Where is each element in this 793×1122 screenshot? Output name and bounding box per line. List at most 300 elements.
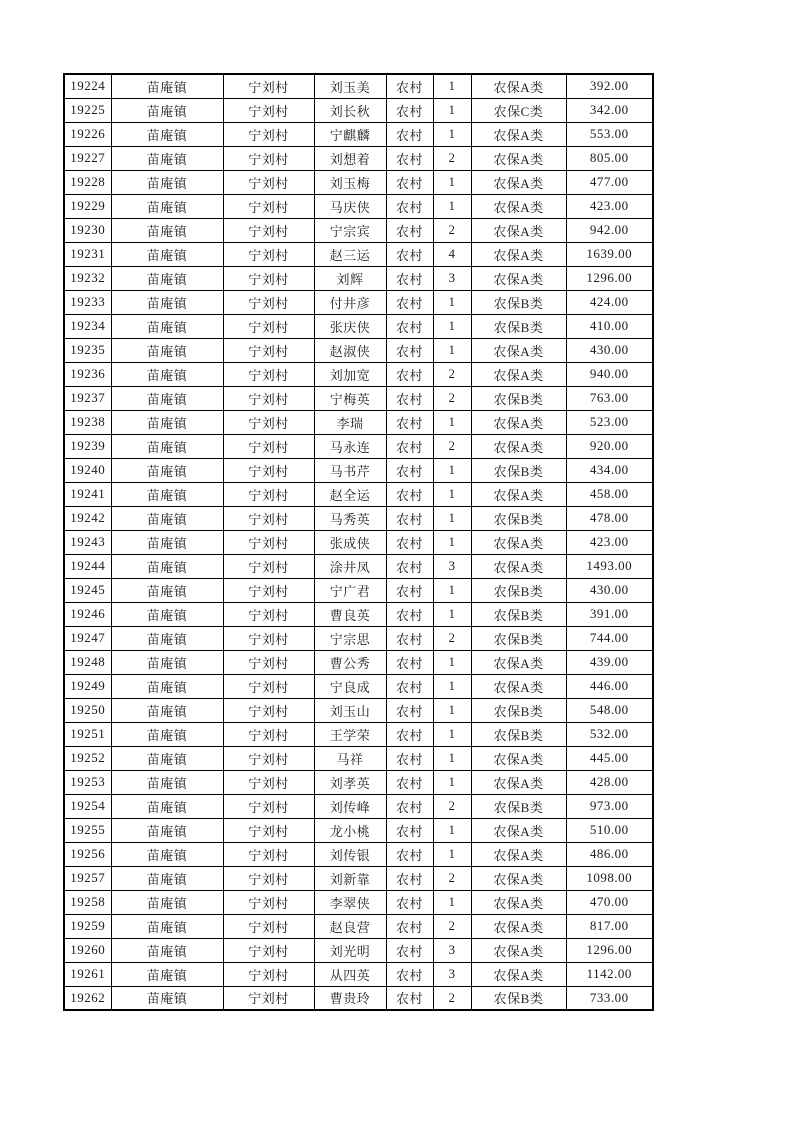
- cell-name: 刘新靠: [314, 866, 386, 890]
- cell-village: 宁刘村: [223, 242, 314, 266]
- cell-id: 19257: [64, 866, 111, 890]
- cell-amount: 553.00: [566, 122, 653, 146]
- cell-amount: 763.00: [566, 386, 653, 410]
- cell-name: 刘玉山: [314, 698, 386, 722]
- cell-village: 宁刘村: [223, 146, 314, 170]
- cell-name: 张成侠: [314, 530, 386, 554]
- cell-name: 李瑞: [314, 410, 386, 434]
- cell-amount: 1296.00: [566, 938, 653, 962]
- cell-village: 宁刘村: [223, 794, 314, 818]
- cell-village: 宁刘村: [223, 866, 314, 890]
- cell-town: 苗庵镇: [111, 170, 223, 194]
- cell-id: 19239: [64, 434, 111, 458]
- cell-count: 2: [433, 362, 471, 386]
- cell-type: 农村: [386, 170, 433, 194]
- cell-amount: 1098.00: [566, 866, 653, 890]
- cell-count: 1: [433, 122, 471, 146]
- table-row: [64, 650, 653, 674]
- cell-town: 苗庵镇: [111, 698, 223, 722]
- cell-name: 马祥: [314, 746, 386, 770]
- cell-type: 农村: [386, 986, 433, 1010]
- cell-amount: 430.00: [566, 578, 653, 602]
- cell-count: 1: [433, 746, 471, 770]
- cell-category: 农保B类: [471, 290, 566, 314]
- cell-town: 苗庵镇: [111, 338, 223, 362]
- cell-village: 宁刘村: [223, 314, 314, 338]
- cell-name: 付井彦: [314, 290, 386, 314]
- cell-type: 农村: [386, 890, 433, 914]
- cell-village: 宁刘村: [223, 530, 314, 554]
- cell-category: 农保A类: [471, 914, 566, 938]
- cell-type: 农村: [386, 194, 433, 218]
- cell-type: 农村: [386, 482, 433, 506]
- cell-town: 苗庵镇: [111, 842, 223, 866]
- cell-name: 曹良英: [314, 602, 386, 626]
- cell-count: 1: [433, 314, 471, 338]
- cell-village: 宁刘村: [223, 362, 314, 386]
- cell-type: 农村: [386, 458, 433, 482]
- cell-village: 宁刘村: [223, 890, 314, 914]
- cell-id: 19236: [64, 362, 111, 386]
- cell-category: 农保A类: [471, 122, 566, 146]
- cell-amount: 1142.00: [566, 962, 653, 986]
- cell-town: 苗庵镇: [111, 194, 223, 218]
- cell-village: 宁刘村: [223, 170, 314, 194]
- table-row: [64, 578, 653, 602]
- cell-count: 1: [433, 482, 471, 506]
- cell-id: 19228: [64, 170, 111, 194]
- cell-name: 宁良成: [314, 674, 386, 698]
- cell-type: 农村: [386, 626, 433, 650]
- cell-type: 农村: [386, 506, 433, 530]
- cell-id: 19237: [64, 386, 111, 410]
- table-row: [64, 722, 653, 746]
- cell-category: 农保B类: [471, 602, 566, 626]
- cell-id: 19253: [64, 770, 111, 794]
- cell-name: 宁宗宾: [314, 218, 386, 242]
- cell-town: 苗庵镇: [111, 674, 223, 698]
- cell-town: 苗庵镇: [111, 890, 223, 914]
- cell-town: 苗庵镇: [111, 146, 223, 170]
- cell-amount: 733.00: [566, 986, 653, 1010]
- cell-id: 19258: [64, 890, 111, 914]
- cell-id: 19227: [64, 146, 111, 170]
- cell-category: 农保B类: [471, 794, 566, 818]
- cell-amount: 523.00: [566, 410, 653, 434]
- cell-type: 农村: [386, 74, 433, 98]
- table-row: [64, 290, 653, 314]
- cell-town: 苗庵镇: [111, 626, 223, 650]
- cell-count: 3: [433, 962, 471, 986]
- table-row: [64, 842, 653, 866]
- table-row: [64, 74, 653, 98]
- cell-amount: 486.00: [566, 842, 653, 866]
- table-row: [64, 146, 653, 170]
- cell-name: 王学荣: [314, 722, 386, 746]
- cell-amount: 942.00: [566, 218, 653, 242]
- cell-name: 刘传峰: [314, 794, 386, 818]
- cell-category: 农保A类: [471, 554, 566, 578]
- cell-amount: 744.00: [566, 626, 653, 650]
- cell-category: 农保A类: [471, 842, 566, 866]
- cell-amount: 532.00: [566, 722, 653, 746]
- cell-town: 苗庵镇: [111, 650, 223, 674]
- cell-id: 19229: [64, 194, 111, 218]
- cell-amount: 445.00: [566, 746, 653, 770]
- cell-name: 刘加宽: [314, 362, 386, 386]
- cell-town: 苗庵镇: [111, 242, 223, 266]
- cell-name: 宁广君: [314, 578, 386, 602]
- cell-village: 宁刘村: [223, 554, 314, 578]
- cell-town: 苗庵镇: [111, 962, 223, 986]
- cell-type: 农村: [386, 266, 433, 290]
- cell-name: 马秀英: [314, 506, 386, 530]
- cell-town: 苗庵镇: [111, 362, 223, 386]
- cell-village: 宁刘村: [223, 434, 314, 458]
- cell-amount: 423.00: [566, 194, 653, 218]
- cell-type: 农村: [386, 674, 433, 698]
- cell-amount: 410.00: [566, 314, 653, 338]
- cell-count: 2: [433, 626, 471, 650]
- cell-amount: 458.00: [566, 482, 653, 506]
- cell-village: 宁刘村: [223, 986, 314, 1010]
- cell-town: 苗庵镇: [111, 314, 223, 338]
- cell-count: 1: [433, 722, 471, 746]
- table-row: [64, 530, 653, 554]
- cell-town: 苗庵镇: [111, 122, 223, 146]
- cell-count: 1: [433, 530, 471, 554]
- cell-count: 1: [433, 842, 471, 866]
- cell-type: 农村: [386, 98, 433, 122]
- cell-count: 1: [433, 74, 471, 98]
- cell-town: 苗庵镇: [111, 482, 223, 506]
- cell-amount: 446.00: [566, 674, 653, 698]
- cell-count: 4: [433, 242, 471, 266]
- table-body: [64, 74, 653, 1010]
- cell-town: 苗庵镇: [111, 74, 223, 98]
- cell-town: 苗庵镇: [111, 578, 223, 602]
- cell-amount: 391.00: [566, 602, 653, 626]
- cell-id: 19242: [64, 506, 111, 530]
- cell-town: 苗庵镇: [111, 386, 223, 410]
- cell-amount: 940.00: [566, 362, 653, 386]
- cell-name: 马书芹: [314, 458, 386, 482]
- cell-id: 19226: [64, 122, 111, 146]
- cell-category: 农保A类: [471, 74, 566, 98]
- table-row: [64, 746, 653, 770]
- table-row: [64, 218, 653, 242]
- cell-category: 农保B类: [471, 986, 566, 1010]
- cell-town: 苗庵镇: [111, 530, 223, 554]
- cell-amount: 548.00: [566, 698, 653, 722]
- table-row: [64, 866, 653, 890]
- cell-type: 农村: [386, 242, 433, 266]
- cell-id: 19251: [64, 722, 111, 746]
- cell-name: 刘辉: [314, 266, 386, 290]
- cell-id: 19231: [64, 242, 111, 266]
- cell-category: 农保C类: [471, 98, 566, 122]
- cell-count: 1: [433, 650, 471, 674]
- cell-name: 刘玉梅: [314, 170, 386, 194]
- cell-name: 刘长秋: [314, 98, 386, 122]
- cell-category: 农保B类: [471, 698, 566, 722]
- cell-category: 农保A类: [471, 818, 566, 842]
- cell-count: 3: [433, 266, 471, 290]
- cell-count: 1: [433, 98, 471, 122]
- cell-type: 农村: [386, 434, 433, 458]
- cell-village: 宁刘村: [223, 698, 314, 722]
- cell-count: 3: [433, 938, 471, 962]
- cell-count: 1: [433, 602, 471, 626]
- table-row: [64, 602, 653, 626]
- cell-town: 苗庵镇: [111, 554, 223, 578]
- cell-village: 宁刘村: [223, 410, 314, 434]
- cell-type: 农村: [386, 842, 433, 866]
- cell-count: 2: [433, 866, 471, 890]
- cell-name: 龙小桃: [314, 818, 386, 842]
- cell-category: 农保B类: [471, 458, 566, 482]
- cell-count: 1: [433, 290, 471, 314]
- cell-type: 农村: [386, 218, 433, 242]
- table-row: [64, 482, 653, 506]
- cell-category: 农保A类: [471, 194, 566, 218]
- cell-town: 苗庵镇: [111, 794, 223, 818]
- table-row: [64, 386, 653, 410]
- cell-town: 苗庵镇: [111, 746, 223, 770]
- cell-name: 宁麒麟: [314, 122, 386, 146]
- table-row: [64, 794, 653, 818]
- table-row: [64, 986, 653, 1010]
- cell-type: 农村: [386, 722, 433, 746]
- table-row: [64, 338, 653, 362]
- cell-name: 马永连: [314, 434, 386, 458]
- table-row: [64, 698, 653, 722]
- cell-town: 苗庵镇: [111, 266, 223, 290]
- cell-village: 宁刘村: [223, 962, 314, 986]
- table-row: [64, 242, 653, 266]
- cell-name: 曹公秀: [314, 650, 386, 674]
- table-row: [64, 122, 653, 146]
- cell-village: 宁刘村: [223, 386, 314, 410]
- cell-category: 农保A类: [471, 770, 566, 794]
- cell-id: 19261: [64, 962, 111, 986]
- cell-id: 19240: [64, 458, 111, 482]
- cell-count: 1: [433, 458, 471, 482]
- cell-category: 农保A类: [471, 170, 566, 194]
- cell-town: 苗庵镇: [111, 770, 223, 794]
- table-row: [64, 770, 653, 794]
- cell-id: 19243: [64, 530, 111, 554]
- cell-village: 宁刘村: [223, 98, 314, 122]
- cell-id: 19224: [64, 74, 111, 98]
- cell-name: 张庆侠: [314, 314, 386, 338]
- cell-village: 宁刘村: [223, 914, 314, 938]
- cell-count: 1: [433, 506, 471, 530]
- cell-count: 1: [433, 338, 471, 362]
- cell-village: 宁刘村: [223, 290, 314, 314]
- cell-town: 苗庵镇: [111, 914, 223, 938]
- cell-category: 农保A类: [471, 650, 566, 674]
- cell-amount: 478.00: [566, 506, 653, 530]
- cell-type: 农村: [386, 698, 433, 722]
- cell-category: 农保A类: [471, 866, 566, 890]
- records-table: [63, 73, 654, 1011]
- cell-type: 农村: [386, 578, 433, 602]
- cell-village: 宁刘村: [223, 602, 314, 626]
- cell-type: 农村: [386, 602, 433, 626]
- cell-type: 农村: [386, 962, 433, 986]
- cell-village: 宁刘村: [223, 674, 314, 698]
- cell-count: 2: [433, 986, 471, 1010]
- table-row: [64, 314, 653, 338]
- cell-name: 刘传银: [314, 842, 386, 866]
- cell-amount: 424.00: [566, 290, 653, 314]
- cell-town: 苗庵镇: [111, 602, 223, 626]
- cell-village: 宁刘村: [223, 194, 314, 218]
- cell-type: 农村: [386, 386, 433, 410]
- cell-type: 农村: [386, 650, 433, 674]
- cell-id: 19255: [64, 818, 111, 842]
- cell-village: 宁刘村: [223, 818, 314, 842]
- cell-town: 苗庵镇: [111, 986, 223, 1010]
- cell-id: 19232: [64, 266, 111, 290]
- cell-village: 宁刘村: [223, 218, 314, 242]
- cell-count: 2: [433, 434, 471, 458]
- cell-name: 刘玉美: [314, 74, 386, 98]
- cell-id: 19250: [64, 698, 111, 722]
- cell-amount: 1493.00: [566, 554, 653, 578]
- cell-type: 农村: [386, 362, 433, 386]
- cell-count: 3: [433, 554, 471, 578]
- cell-category: 农保A类: [471, 338, 566, 362]
- cell-id: 19247: [64, 626, 111, 650]
- cell-town: 苗庵镇: [111, 938, 223, 962]
- cell-count: 1: [433, 890, 471, 914]
- cell-count: 2: [433, 146, 471, 170]
- cell-name: 马庆侠: [314, 194, 386, 218]
- cell-amount: 1296.00: [566, 266, 653, 290]
- cell-count: 1: [433, 410, 471, 434]
- cell-id: 19256: [64, 842, 111, 866]
- cell-category: 农保A类: [471, 746, 566, 770]
- cell-town: 苗庵镇: [111, 410, 223, 434]
- cell-id: 19260: [64, 938, 111, 962]
- cell-count: 1: [433, 818, 471, 842]
- cell-name: 赵全运: [314, 482, 386, 506]
- cell-id: 19233: [64, 290, 111, 314]
- cell-village: 宁刘村: [223, 626, 314, 650]
- cell-village: 宁刘村: [223, 74, 314, 98]
- cell-type: 农村: [386, 914, 433, 938]
- cell-name: 宁宗思: [314, 626, 386, 650]
- cell-category: 农保A类: [471, 530, 566, 554]
- cell-town: 苗庵镇: [111, 866, 223, 890]
- cell-type: 农村: [386, 770, 433, 794]
- cell-id: 19235: [64, 338, 111, 362]
- table-row: [64, 410, 653, 434]
- table-row: [64, 458, 653, 482]
- cell-category: 农保B类: [471, 578, 566, 602]
- cell-amount: 510.00: [566, 818, 653, 842]
- cell-category: 农保B类: [471, 722, 566, 746]
- cell-category: 农保A类: [471, 146, 566, 170]
- cell-town: 苗庵镇: [111, 722, 223, 746]
- cell-amount: 1639.00: [566, 242, 653, 266]
- cell-amount: 342.00: [566, 98, 653, 122]
- cell-count: 1: [433, 578, 471, 602]
- cell-amount: 423.00: [566, 530, 653, 554]
- table-row: [64, 98, 653, 122]
- cell-name: 赵三运: [314, 242, 386, 266]
- cell-count: 2: [433, 218, 471, 242]
- cell-town: 苗庵镇: [111, 458, 223, 482]
- cell-count: 2: [433, 794, 471, 818]
- cell-id: 19245: [64, 578, 111, 602]
- cell-name: 刘孝英: [314, 770, 386, 794]
- cell-name: 涂井凤: [314, 554, 386, 578]
- cell-category: 农保B类: [471, 386, 566, 410]
- cell-village: 宁刘村: [223, 266, 314, 290]
- table-row: [64, 890, 653, 914]
- table-row: [64, 938, 653, 962]
- cell-category: 农保A类: [471, 410, 566, 434]
- table-row: [64, 362, 653, 386]
- cell-village: 宁刘村: [223, 506, 314, 530]
- cell-village: 宁刘村: [223, 338, 314, 362]
- cell-amount: 470.00: [566, 890, 653, 914]
- cell-amount: 973.00: [566, 794, 653, 818]
- cell-amount: 805.00: [566, 146, 653, 170]
- cell-amount: 920.00: [566, 434, 653, 458]
- cell-category: 农保B类: [471, 626, 566, 650]
- cell-village: 宁刘村: [223, 482, 314, 506]
- table-row: [64, 914, 653, 938]
- cell-count: 1: [433, 698, 471, 722]
- cell-name: 刘想着: [314, 146, 386, 170]
- cell-town: 苗庵镇: [111, 818, 223, 842]
- cell-category: 农保B类: [471, 314, 566, 338]
- cell-id: 19241: [64, 482, 111, 506]
- cell-id: 19249: [64, 674, 111, 698]
- cell-category: 农保A类: [471, 218, 566, 242]
- cell-type: 农村: [386, 746, 433, 770]
- cell-category: 农保B类: [471, 506, 566, 530]
- cell-town: 苗庵镇: [111, 290, 223, 314]
- cell-id: 19225: [64, 98, 111, 122]
- cell-amount: 392.00: [566, 74, 653, 98]
- cell-amount: 434.00: [566, 458, 653, 482]
- cell-type: 农村: [386, 410, 433, 434]
- cell-count: 2: [433, 386, 471, 410]
- cell-village: 宁刘村: [223, 722, 314, 746]
- cell-town: 苗庵镇: [111, 434, 223, 458]
- cell-id: 19230: [64, 218, 111, 242]
- cell-amount: 439.00: [566, 650, 653, 674]
- cell-id: 19262: [64, 986, 111, 1010]
- cell-type: 农村: [386, 122, 433, 146]
- cell-id: 19252: [64, 746, 111, 770]
- cell-id: 19254: [64, 794, 111, 818]
- cell-category: 农保A类: [471, 938, 566, 962]
- cell-id: 19244: [64, 554, 111, 578]
- table-row: [64, 554, 653, 578]
- table-row: [64, 674, 653, 698]
- cell-type: 农村: [386, 554, 433, 578]
- table-row: [64, 434, 653, 458]
- cell-category: 农保A类: [471, 482, 566, 506]
- cell-name: 曹贵玲: [314, 986, 386, 1010]
- cell-id: 19248: [64, 650, 111, 674]
